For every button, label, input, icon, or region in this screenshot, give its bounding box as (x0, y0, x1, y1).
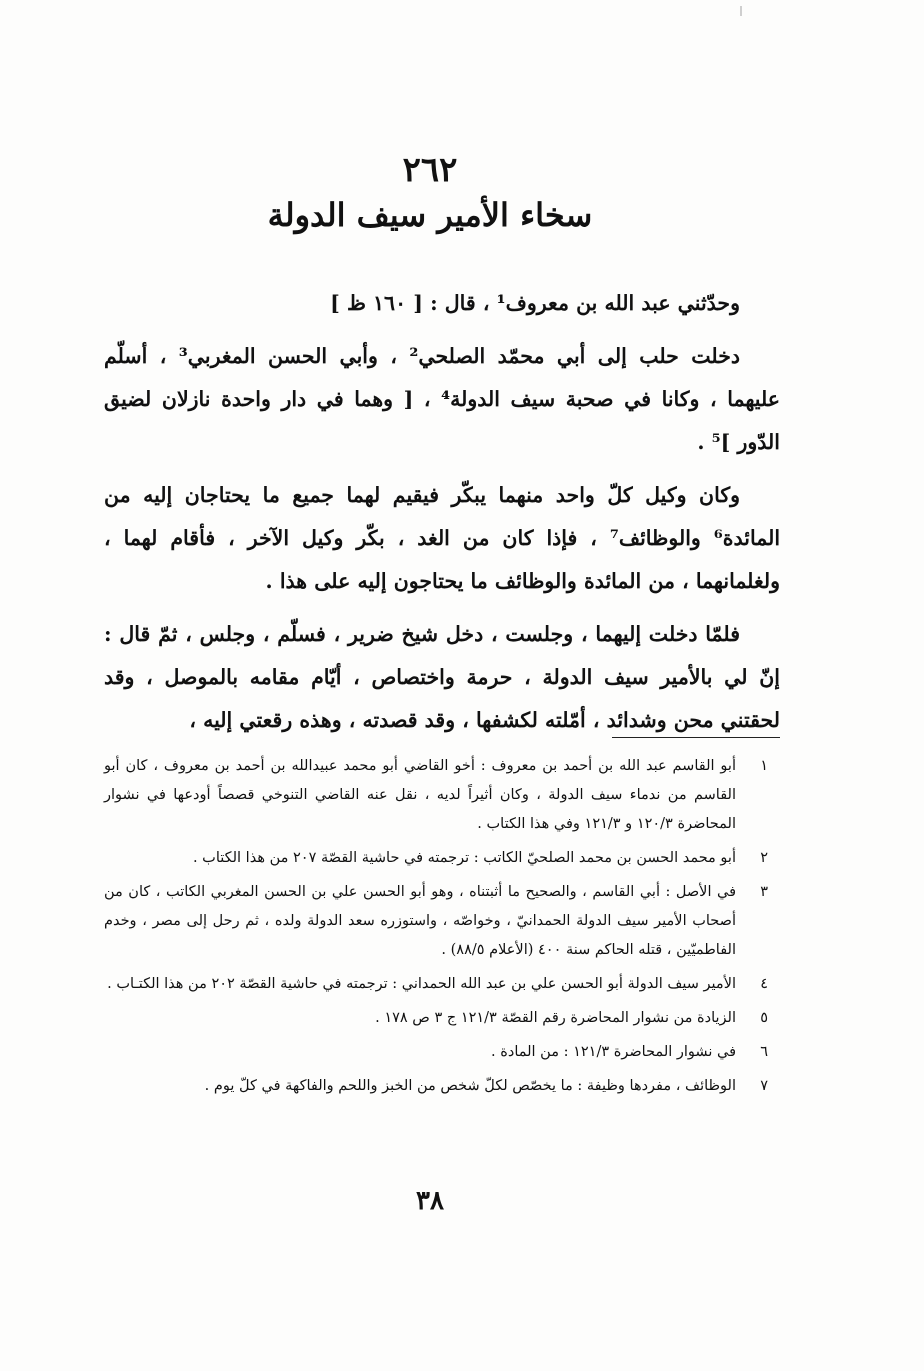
footnote-text: أبو محمد الحسن بن محمد الصلحيّ الكاتب : ترجمته في حاشية القصّة ٢٠٧ من هذا الكتاب . (192, 850, 736, 866)
paragraph: وحدّثني عبد الله بن معروف¹ ، قال : [ ١٦٠ ظ ] (330, 291, 740, 315)
story-title: سخاء الأمير سيف الدولة (267, 196, 593, 234)
page-number: ٣٨ (416, 1186, 444, 1216)
footnote-text: في الأصل : أبي القاسم ، والصحيح ما أثبتناه ، وهو أبو الحسن علي بن الحسن المغربي الكاتب ، كان من أصحاب الأمير سيف الدولة الحمدانيّ ، وخواصّه ، واستوزره سعد الدولة ولده ، ثم رحل إلى مصر ، وخدم الفاطميّين ، قتله الحاكم سنة ٤٠٠ (الأعلام ٨٨/٥) . (104, 884, 736, 958)
footnote (104, 844, 768, 873)
footnotes (104, 752, 768, 1106)
footnote-number: ٥ (760, 1010, 768, 1026)
footnote-text: في نشوار المحاضرة ١٢١/٣ : من المادة . (491, 1044, 736, 1060)
footnote-text: الوظائف ، مفردها وظيفة : ما يخصّص لكلّ شخص من الخبز واللحم والفاكهة في كلّ يوم . (204, 1078, 736, 1094)
footnote-number: ٤ (760, 976, 768, 992)
footnote-text: الزيادة من نشوار المحاضرة رقم القصّة ١٢١/٣ ج ٣ ص ١٧٨ . (375, 1010, 736, 1026)
footnote (104, 970, 768, 999)
main-text (104, 282, 780, 752)
footnote-text: الأمير سيف الدولة أبو الحسن علي بن عبد الله الحمداني : ترجمته في حاشية القصّة ٢٠٢ من هذا الكتـاب . (107, 976, 736, 992)
story-number: ٢٦٢ (402, 150, 458, 190)
footnote (104, 1004, 768, 1033)
footnote-text: أبو القاسم عبد الله بن أحمد بن معروف : أخو القاضي أبو محمد عبيدالله بن أحمد بن معروف ، كان أبو القاسم من ندماء سيف الدولة ، وكان أثيراً لديه ، نقل عنه القاضي التنوخي قصصاً أودعها في نشوار المحاضرة ١٢٠/٣ و ١٢١/٣ وفي هذا الكتاب . (104, 758, 736, 832)
paragraph: فلمّا دخلت إليهما ، وجلست ، دخل شيخ ضرير ، فسلّم ، وجلس ، ثمّ قال : إنّ لي بالأمير سيف الدولة ، حرمة واختصاص ، أيّام مقامه بالموصل ، وقد لحقتني محن وشدائد ، أمّلته لكشفها ، وقد قصدته ، وهذه رقعتي إليه ، (104, 622, 780, 732)
footnote-divider (612, 737, 780, 738)
footnote-number: ٣ (760, 884, 768, 900)
footnote (104, 1038, 768, 1067)
footnote-number: ٢ (760, 850, 768, 866)
footnote (104, 878, 768, 965)
footnote-number: ٧ (760, 1078, 768, 1094)
footnote (104, 1072, 768, 1101)
footnote (104, 752, 768, 839)
footnote-number: ١ (760, 758, 768, 774)
paragraph: دخلت حلب إلى أبي محمّد الصلحي² ، وأبي الحسن المغربي³ ، أسلّم عليهما ، وكانا في صحبة سيف الدولة⁴ ، [ وهما في دار واحدة نازلان لضيق الدّور ]⁵ . (104, 344, 780, 454)
scan-speck (740, 6, 742, 16)
footnote-number: ٦ (760, 1044, 768, 1060)
paragraph: وكان وكيل كلّ واحد منهما يبكّر فيقيم لهما جميع ما يحتاجان إليه من المائدة⁶ والوظائف⁷ ، فإذا كان من الغد ، بكّر وكيل الآخر ، فأقام لهما ، ولغلمانهما ، من المائدة والوظائف ما يحتاجون إليه على هذا . (104, 483, 781, 593)
